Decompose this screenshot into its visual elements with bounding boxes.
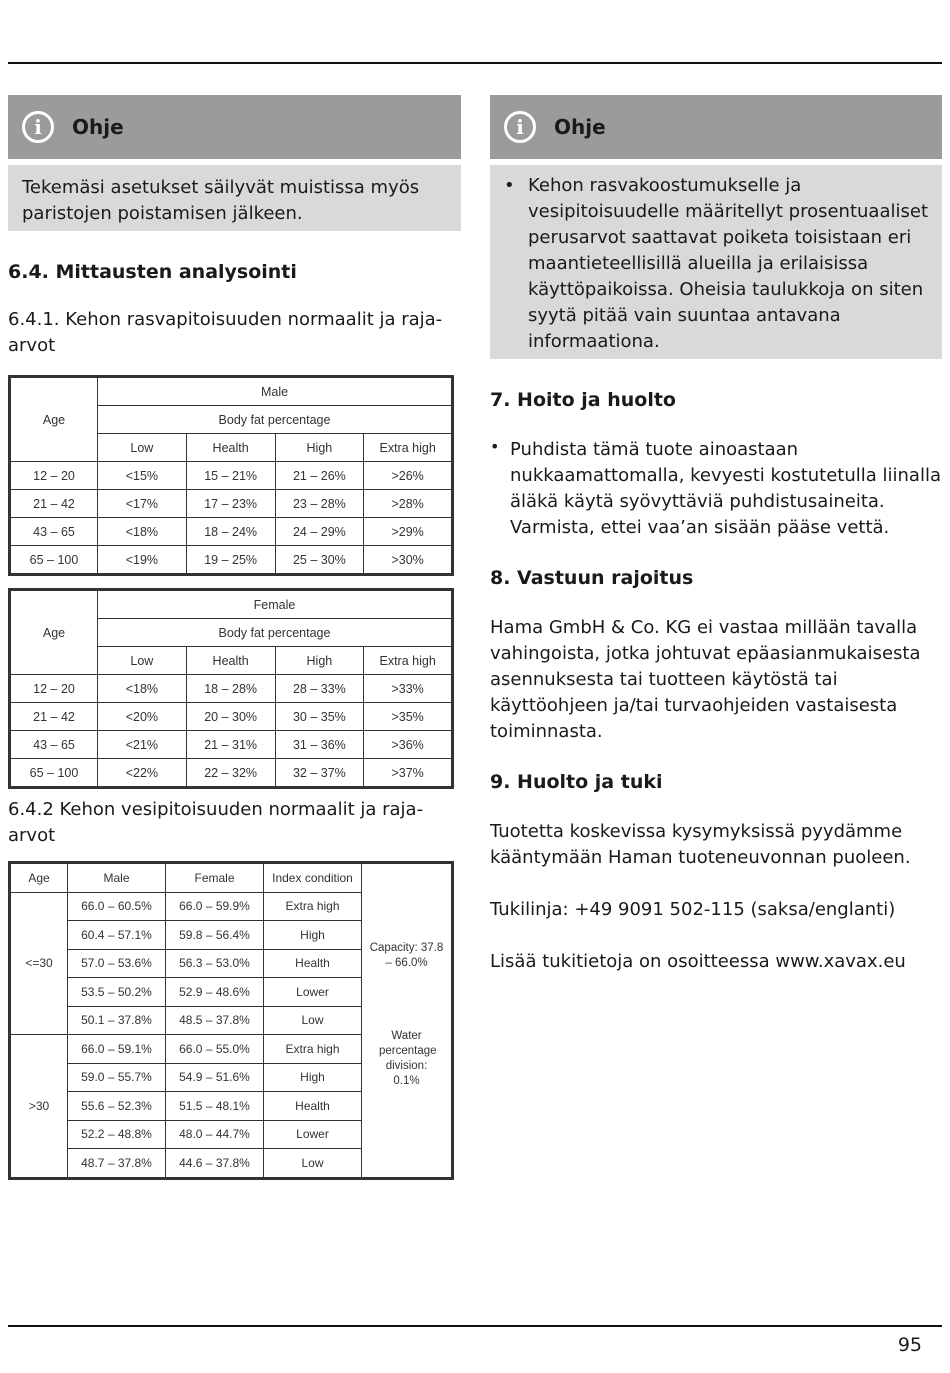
note-text: Tekemäsi asetukset säilyvät muistissa myös paristojen poistamisen jälkeen. bbox=[22, 177, 420, 224]
table-cell: >37% bbox=[364, 759, 453, 788]
table-cell: Lower bbox=[264, 978, 362, 1007]
table-row bbox=[10, 759, 453, 788]
table-row bbox=[10, 462, 453, 490]
table-cell: 17 – 23% bbox=[186, 490, 275, 518]
column-header: Age bbox=[10, 863, 68, 893]
section-title: 8. Vastuun rajoitus bbox=[490, 567, 694, 589]
table-cell: 59.8 – 56.4% bbox=[166, 921, 264, 950]
age-group-label: <=30 bbox=[10, 892, 68, 1035]
table-cell: Extra high bbox=[264, 1035, 362, 1064]
table-cell: <18% bbox=[98, 518, 187, 546]
note-bullet-item bbox=[504, 173, 928, 355]
note-title: Ohje bbox=[72, 115, 124, 139]
division-note: Water percentage division: 0.1% bbox=[379, 1030, 437, 1088]
table-cell: 52.2 – 48.8% bbox=[68, 1120, 166, 1149]
table-cell: 50.1 – 37.8% bbox=[68, 1006, 166, 1035]
table-cell: 12 – 20 bbox=[10, 462, 98, 490]
note-title: Ohje bbox=[554, 115, 606, 139]
table-cell: 52.9 – 48.6% bbox=[166, 978, 264, 1007]
note-header bbox=[490, 95, 942, 159]
column-header: Health bbox=[186, 434, 275, 462]
table-cell: 28 – 33% bbox=[275, 675, 364, 703]
table-cell: 66.0 – 59.9% bbox=[166, 892, 264, 921]
table-cell: 21 – 26% bbox=[275, 462, 364, 490]
table-cell: <17% bbox=[98, 490, 187, 518]
table-cell: Low bbox=[264, 1006, 362, 1035]
table-cell: 60.4 – 57.1% bbox=[68, 921, 166, 950]
subsection-title: 6.4.1. Kehon rasvapitoisuuden normaalit ja raja-arvot bbox=[8, 309, 443, 356]
table-cell: >35% bbox=[364, 703, 453, 731]
table-cell: 56.3 – 53.0% bbox=[166, 949, 264, 978]
table-cell: High bbox=[264, 1063, 362, 1092]
table-cell: 66.0 – 55.0% bbox=[166, 1035, 264, 1064]
age-header: Age bbox=[10, 590, 98, 675]
table-row bbox=[10, 675, 453, 703]
table-cell: 21 – 42 bbox=[10, 490, 98, 518]
column-header: High bbox=[275, 434, 364, 462]
section-title: 7. Hoito ja huolto bbox=[490, 389, 676, 411]
age-header: Age bbox=[10, 377, 98, 462]
note-header bbox=[8, 95, 461, 159]
subsection-title: 6.4.2 Kehon vesipitoisuuden normaalit ja raja-arvot bbox=[8, 799, 424, 846]
table-row bbox=[10, 518, 453, 546]
note-text: Kehon rasvakoostumukselle ja vesipitoisuudelle määritellyt prosentuaaliset perusarvot saattavat poiketa toisistaan eri maantieteellisillä alueilla ja erilaisissa käyttöpaikoissa. Oheisia taulukkoja on siten syytä pitää vain suuntaa antavana informaationa. bbox=[528, 175, 928, 352]
note-body bbox=[8, 165, 461, 231]
table-cell: Health bbox=[264, 949, 362, 978]
table-row bbox=[10, 546, 453, 575]
left-column bbox=[8, 95, 461, 1180]
list-item bbox=[490, 437, 942, 541]
table-cell: <19% bbox=[98, 546, 187, 575]
table-cell: 22 – 32% bbox=[186, 759, 275, 788]
table-cell: 18 – 24% bbox=[186, 518, 275, 546]
note-body bbox=[490, 165, 942, 359]
female-body-fat-table bbox=[8, 588, 454, 789]
table-row bbox=[10, 731, 453, 759]
table-cell: >28% bbox=[364, 490, 453, 518]
care-text: Puhdista tämä tuote ainoastaan nukkaamattomalla, kevyesti kostutetulla liinalla äläkä käytä syövyttäviä puhdistusaineita. Varmista, ettei vaa’an sisään pääse vettä. bbox=[510, 439, 941, 538]
table-cell: High bbox=[264, 921, 362, 950]
table-cell: Health bbox=[264, 1092, 362, 1121]
table-cell: 44.6 – 37.8% bbox=[166, 1149, 264, 1179]
measure-header: Body fat percentage bbox=[98, 406, 453, 434]
table-cell: 43 – 65 bbox=[10, 518, 98, 546]
table-cell: 25 – 30% bbox=[275, 546, 364, 575]
table-cell: <15% bbox=[98, 462, 187, 490]
column-header: Health bbox=[186, 647, 275, 675]
table-cell: >26% bbox=[364, 462, 453, 490]
column-header: High bbox=[275, 647, 364, 675]
table-cell: 66.0 – 60.5% bbox=[68, 892, 166, 921]
table-cell: 15 – 21% bbox=[186, 462, 275, 490]
table-cell: 55.6 – 52.3% bbox=[68, 1092, 166, 1121]
right-column bbox=[490, 95, 942, 975]
side-note-cell bbox=[362, 863, 453, 1179]
table-cell: <22% bbox=[98, 759, 187, 788]
page-number: 95 bbox=[897, 1334, 922, 1356]
measure-header: Body fat percentage bbox=[98, 619, 453, 647]
table-cell: 12 – 20 bbox=[10, 675, 98, 703]
table-cell: 32 – 37% bbox=[275, 759, 364, 788]
table-cell: 48.5 – 37.8% bbox=[166, 1006, 264, 1035]
column-header: Female bbox=[166, 863, 264, 893]
bullet: • bbox=[504, 175, 515, 196]
table-cell: 30 – 35% bbox=[275, 703, 364, 731]
table-cell: >30% bbox=[364, 546, 453, 575]
table-cell: Extra high bbox=[264, 892, 362, 921]
table-cell: 23 – 28% bbox=[275, 490, 364, 518]
table-cell: >29% bbox=[364, 518, 453, 546]
table-cell: 51.5 – 48.1% bbox=[166, 1092, 264, 1121]
column-header: Male bbox=[68, 863, 166, 893]
table-cell: 18 – 28% bbox=[186, 675, 275, 703]
support-text: Tuotetta koskevissa kysymyksissä pyydämme kääntymään Haman tuoteneuvonnan puoleen. bbox=[490, 821, 911, 868]
table-cell: 20 – 30% bbox=[186, 703, 275, 731]
table-cell: 43 – 65 bbox=[10, 731, 98, 759]
info-icon: i bbox=[504, 111, 536, 143]
table-cell: 21 – 42 bbox=[10, 703, 98, 731]
table-cell: Low bbox=[264, 1149, 362, 1179]
male-body-fat-table bbox=[8, 375, 454, 576]
table-cell: 48.7 – 37.8% bbox=[68, 1149, 166, 1179]
table-cell: 57.0 – 53.6% bbox=[68, 949, 166, 978]
column-header: Extra high bbox=[364, 647, 453, 675]
table-row bbox=[10, 703, 453, 731]
group-header: Female bbox=[98, 590, 453, 619]
bottom-rule bbox=[8, 1325, 942, 1327]
table-cell: <18% bbox=[98, 675, 187, 703]
table-cell: 65 – 100 bbox=[10, 546, 98, 575]
table-cell: 24 – 29% bbox=[275, 518, 364, 546]
water-percentage-table bbox=[8, 861, 454, 1180]
table-cell: <21% bbox=[98, 731, 187, 759]
table-cell: Lower bbox=[264, 1120, 362, 1149]
bullet: • bbox=[490, 437, 500, 456]
column-header: Extra high bbox=[364, 434, 453, 462]
info-icon: i bbox=[22, 111, 54, 143]
table-cell: 19 – 25% bbox=[186, 546, 275, 575]
column-header: Low bbox=[98, 434, 187, 462]
table-cell: >36% bbox=[364, 731, 453, 759]
table-cell: 48.0 – 44.7% bbox=[166, 1120, 264, 1149]
table-cell: 54.9 – 51.6% bbox=[166, 1063, 264, 1092]
age-group-label: >30 bbox=[10, 1035, 68, 1179]
table-cell: 31 – 36% bbox=[275, 731, 364, 759]
table-cell: 21 – 31% bbox=[186, 731, 275, 759]
table-cell: <20% bbox=[98, 703, 187, 731]
table-cell: 59.0 – 55.7% bbox=[68, 1063, 166, 1092]
group-header: Male bbox=[98, 377, 453, 406]
support-hotline: Tukilinja: +49 9091 502-115 (saksa/englanti) bbox=[490, 899, 896, 920]
support-website: Lisää tukitietoja on osoitteessa www.xavax.eu bbox=[490, 951, 906, 972]
column-header: Low bbox=[98, 647, 187, 675]
table-row bbox=[10, 490, 453, 518]
section-title: 9. Huolto ja tuki bbox=[490, 771, 663, 793]
table-cell: 66.0 – 59.1% bbox=[68, 1035, 166, 1064]
liability-text: Hama GmbH & Co. KG ei vastaa millään tavalla vahingoista, jotka johtuvat epäasianmukaisesta asennuksesta tai tuotteen käytöstä tai käyttöohjeen ja/tai turvaohjeiden vastaisesta toiminnasta. bbox=[490, 617, 921, 742]
section-title: 6.4. Mittausten analysointi bbox=[8, 261, 297, 283]
top-rule bbox=[8, 62, 942, 64]
capacity-note: Capacity: 37.8 – 66.0% bbox=[369, 942, 444, 970]
column-header: Index condition bbox=[264, 863, 362, 893]
table-cell: 53.5 – 50.2% bbox=[68, 978, 166, 1007]
table-cell: 65 – 100 bbox=[10, 759, 98, 788]
table-cell: >33% bbox=[364, 675, 453, 703]
